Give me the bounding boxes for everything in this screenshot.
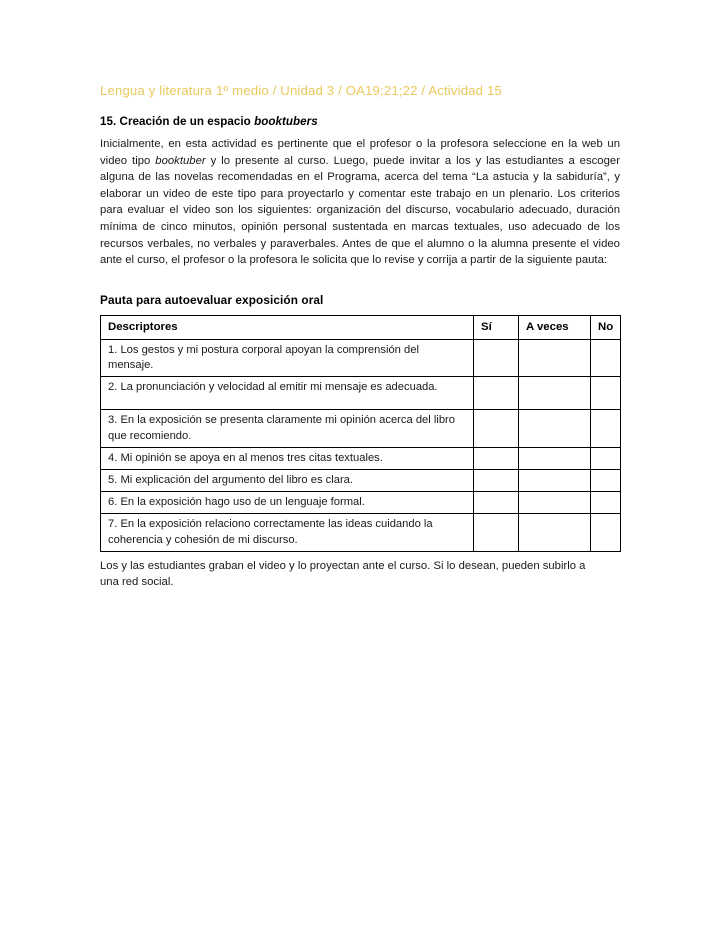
mark-cell-no[interactable] xyxy=(591,469,621,491)
mark-cell-no[interactable] xyxy=(591,410,621,447)
column-header-si: Sí xyxy=(474,315,519,339)
rubric-table xyxy=(100,315,621,552)
table-row xyxy=(101,469,621,491)
table-row xyxy=(101,447,621,469)
mark-cell-a-veces[interactable] xyxy=(519,410,591,447)
mark-cell-a-veces[interactable] xyxy=(519,377,591,410)
column-header-descriptores: Descriptores xyxy=(101,315,474,339)
descriptor-cell: 6. En la exposición hago uso de un lenguaje formal. xyxy=(101,492,474,514)
mark-cell-si[interactable] xyxy=(474,447,519,469)
descriptor-cell: 5. Mi explicación del argumento del libro es clara. xyxy=(101,469,474,491)
mark-cell-no[interactable] xyxy=(591,339,621,376)
table-header-row xyxy=(101,315,621,339)
document-content xyxy=(100,82,620,591)
intro-paragraph-part2: y lo presente al curso. Luego, puede invitar a los y las estudiantes a escoger alguna de las novelas recomendadas en el Programa, acerca del tema “La astucia y la sabiduría”, y elaborar un video de este tipo para proyectarlo y comentar este trabajo en un plenario. Los criterios para evaluar el video son los siguientes: organización del discurso, vocabulario adecuado, duración mínima de cinco minutos, opinión personal sustentada en marcas textuales, uso adecuado de los recursos verbales, no verbales y paraverbales. Antes de que el alumno o la alumna presente el video ante el curso, el profesor o la profesora le solicita que lo revise y corrija a partir de la siguiente pauta: xyxy=(100,154,621,267)
mark-cell-si[interactable] xyxy=(474,339,519,376)
mark-cell-no[interactable] xyxy=(591,492,621,514)
descriptor-cell: 1. Los gestos y mi postura corporal apoyan la comprensión del mensaje. xyxy=(101,339,474,376)
column-header-no: No xyxy=(591,315,621,339)
mark-cell-a-veces[interactable] xyxy=(519,339,591,376)
table-row xyxy=(101,377,621,410)
descriptor-cell: 3. En la exposición se presenta claramente mi opinión acerca del libro que recomiendo. xyxy=(101,410,474,447)
mark-cell-a-veces[interactable] xyxy=(519,514,591,551)
mark-cell-si[interactable] xyxy=(474,377,519,410)
intro-paragraph-part1: Inicialmente, en esta actividad es pertinente que el profesor o la profesora seleccione en la web un video tipo xyxy=(100,138,620,167)
mark-cell-no[interactable] xyxy=(591,377,621,410)
breadcrumb: Lengua y literatura 1º medio / Unidad 3 / OA19;21;22 / Actividad 15 xyxy=(100,83,502,98)
descriptor-cell: 4. Mi opinión se apoya en al menos tres citas textuales. xyxy=(101,447,474,469)
table-row xyxy=(101,410,621,447)
descriptor-cell: 7. En la exposición relaciono correctamente las ideas cuidando la coherencia y cohesión de mi discurso. xyxy=(101,514,474,551)
mark-cell-si[interactable] xyxy=(474,469,519,491)
descriptor-cell: 2. La pronunciación y velocidad al emitir mi mensaje es adecuada. xyxy=(101,377,474,410)
table-row xyxy=(101,492,621,514)
intro-paragraph-term: booktuber xyxy=(155,154,206,167)
column-header-a-veces: A veces xyxy=(519,315,591,339)
intro-paragraph xyxy=(100,136,620,269)
table-body xyxy=(101,339,621,551)
mark-cell-si[interactable] xyxy=(474,492,519,514)
activity-title xyxy=(100,114,620,129)
mark-cell-no[interactable] xyxy=(591,514,621,551)
mark-cell-no[interactable] xyxy=(591,447,621,469)
mark-cell-a-veces[interactable] xyxy=(519,447,591,469)
mark-cell-a-veces[interactable] xyxy=(519,469,591,491)
activity-title-prefix: 15. Creación de un espacio xyxy=(100,115,255,128)
table-row xyxy=(101,514,621,551)
rubric-heading: Pauta para autoevaluar exposición oral xyxy=(100,292,324,307)
closing-paragraph: Los y las estudiantes graban el video y lo proyectan ante el curso. Si lo desean, pueden subirlo a una red social. xyxy=(100,559,586,589)
mark-cell-si[interactable] xyxy=(474,514,519,551)
table-row xyxy=(101,339,621,376)
mark-cell-a-veces[interactable] xyxy=(519,492,591,514)
activity-title-term: booktubers xyxy=(254,115,318,128)
mark-cell-si[interactable] xyxy=(474,410,519,447)
